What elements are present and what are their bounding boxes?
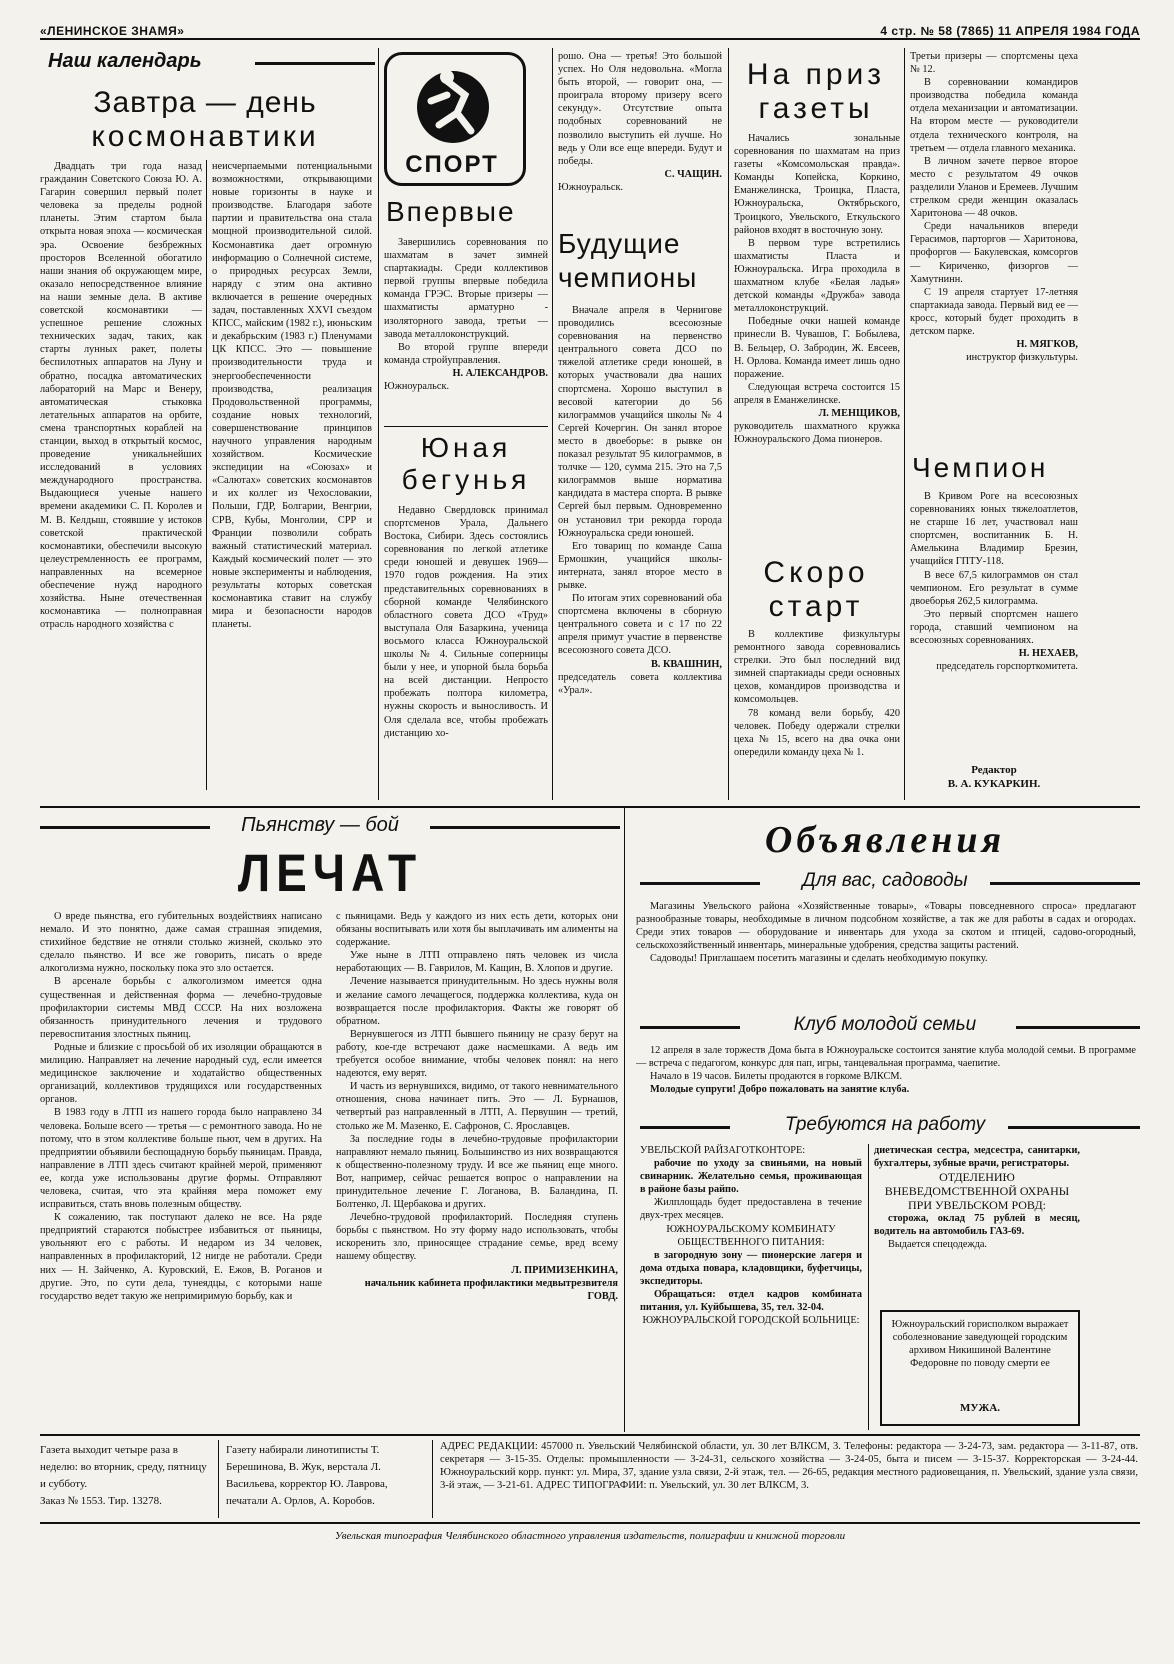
sport-title-future-1: Будущие xyxy=(558,228,681,259)
header-rule xyxy=(40,38,1140,40)
sport-article-champion: В Кривом Роге на всесоюзных соревнованиях юных тяжелоатлетов, не старше 16 лет, участвовал наш спортсмен, воспитанник Б. Н. Амелькина Владимир Брезин, учащийся ГПТУ-118. В весе 67,5 килограммов он стал чемпионом. Его результат в сумме двоеборья 262,5 килограмма. Это первый спортсмен нашего города, ставший чемпионом на всесоюзных соревнованиях. Н. НЕХАЕВ, председатель горспорткомитета. xyxy=(910,491,1078,673)
sport-article-first: Завершились соревнования по шахматам в зачет зимней спартакиады. Среди коллективов первой группы впервые победила команда ГРЭС. Вторые призеры — шахматисты арматурно - изоляторного завода, третьи — завода металлоконструкций. Во второй группе впереди команда стройуправления. Н. АЛЕКСАНДРОВ. Южноуральск. xyxy=(384,237,548,393)
drunk-column-2: с пьяницами. Ведь у каждого из них есть дети, которых они обязаны воспитывать или хотя бы выплачивать им алименты на содержание. Уже ныне в ЛТП отправлено пять человек из числа неработающих — В. Гаврилов, М. Кащин, В. Хлопов и другие. Лечение называется принудительным. Но здесь нужны воля и желание самого лечащегося, поддержка коллектива, куда он возвращается после профилактория. Факты же говорят об обратном. Вернувшегося из ЛТП бывшего пьяницу не сразу берут на работу, кое-где встречают даже насмешками. А ведь им требуется особое внимание, чтобы человек понял: на него надеются, ему верят. И часть из вернувшихся, видимо, от такого невнимательного отношения, снова начинает пить. Это — Л. Бурнашов, четвертый раз направленный в ЛТП, А. Первушин — третий, столько же М. Мазенко, Е. Сафронов, С. Ярославцев. За последние годы в лечебно-трудовые профилактории направляют немало пьяниц. Большинство из них возвращаются к общественно-полезному труду. И все же пьяниц еще много. Вот, например, сейчас решается вопрос о направлении на принудительное лечение Г. Логанова, В. Баландина, П. Болтенко, Л. Щербакова и других. Лечебно-трудовой профилакторий. Последняя ступень борьбы с пьянством. Но эту форму надо использовать, чтобы искоренить зло, приносящее страдание семье, вред всему нашему обществу. Л. ПРИМИЗЕНКИНА, начальник кабинета профилактики медвытрезвителя ГОВД. xyxy=(336,911,618,1302)
sport-article-start: В коллективе физкультуры ремонтного завода соревновались стрелки. Это был последний вид зимней спартакиады среди основных цехов, командиров производства и комсомольцев. 78 команд вели борьбу, 420 человек. Победу одержали стрелки цеха № 15, всего на два очка они опередили команду цеха № 1. xyxy=(734,629,900,758)
footer-address: АДРЕС РЕДАКЦИИ: 457000 п. Увельский Челябинской области, ул. 30 лет ВЛКСМ, 3. Телефоны: редактора — 3-24-73, зам. редактора — 3-11-87, отв. секретаря — 3-15-35. Отделы: промышленности — 3-24-31, сельского хозяйства — 3-24-05, быта и писем — 3-15-37. Корректорская — 3-24-44. Южноуральский корр. пункт: ул. Мира, 37, здание узла связи, 2-й этаж, тел. — 26-65, редакция местного радиовещания, п. Увельский, здание узла связи, 3-й этаж, — 3-21-61. АДРЕС ТИПОГРАФИИ: п. Увельский, ул. 30 лет ВЛКСМ, 3. xyxy=(440,1441,1138,1491)
heading-rule xyxy=(1016,1026,1140,1029)
column-rule xyxy=(432,1440,433,1518)
footer-rule xyxy=(40,1522,1140,1524)
issue-info: 4 стр. № 58 (7865) 11 АПРЕЛЯ 1984 ГОДА xyxy=(880,24,1140,38)
column-rule xyxy=(728,48,729,800)
footer-rule xyxy=(40,1434,1140,1436)
sport-article-start-cont: Третьи призеры — спортсмены цеха № 12. В соревновании командиров производства победила команда отдела механизации и автоматизации. На втором месте — руководители отдела технического контроля, на третьем — отдела главного механика. В личном зачете первое второе место с результатом 49 очков разделили Уланов и Еремеев. Лучшим стрелком среди женщин оказалась Харитонова — 48 очков. Среди начальников впереди Герасимов, парторгов — Харитонова, профоргов — Бакулевская, комсоргов — Кириченко, физоргов — Хамутнинн. С 19 апреля стартует 17-летняя спартакиада завода. Первый вид ее — кросс, который будет проходить в детском парке. Н. МЯГКОВ, инструктор физкультуры. xyxy=(910,51,1078,364)
kicker-rule xyxy=(255,62,375,65)
drunk-title: ЛЕЧАТ xyxy=(237,842,423,903)
drunk-column-1: О вреде пьянства, его губительных воздействиях написано немало. И это понятно, даже самая страшная эпидемия, стихийное бедствие не отняли столько жизней, сколько это сделало пьянство. И все же говорить, писать о вреде алкоголизма нужно, поскольку пока это зло остается. В арсенале борьбы с алкоголизмом имеется одна существенная и действенная форма — лечебно-трудовые профилактории системы МВД СССР. На них возложена обязанность принудительного лечения и трудового перевоспитания злостных пьяниц. Родные и близкие с просьбой об их изоляции обращаются в милицию. Направляет на лечение народный суд, если имеется медицинское заключение и ходатайство общественных организаций, коллективов трудящихся или государственных органов. В 1983 году в ЛТП из нашего города было направлено 34 человека. Больше всего — третья — с ремонтного завода. Но не потому, что в этом коллективе больше пьют, чем в других. На предприятии объявили беспощадную борьбу пьяницам. Правда, направление в ЛТП здесь считают крайней мерой, применяют ее, когда уже использованы другие формы. Отправляют человека, считая, что эта крайняя мера поможет ему исправиться, стать вновь полезным обществу. К сожалению, так поступают далеко не все. На ряде предприятий стараются побыстрее избавиться от пьяницы, увольняют его с работы. И недаром из 34 человек, направленных в профилакторий, 12 нигде не работали. Среди них — Н. Зайченко, А. Куровский, Е. Ежов, В. Роганов и другие. Это, по сути дела, тунеядцы, с которыми наше государство ведет такую же непримиримую борьбу, как и xyxy=(40,911,322,1302)
heading-rule xyxy=(640,882,760,885)
calendar-kicker: Наш календарь xyxy=(48,50,202,72)
sport-logo-text: СПОРТ xyxy=(405,151,499,177)
condolence-name: МУЖА. xyxy=(959,1402,1001,1414)
sport-title-first: Впервые xyxy=(386,196,516,227)
sport-article-future-champions: Вначале апреля в Чернигове проводились всесоюзные соревнования на первенство центрального совета ДСО по тяжелой атлетике среди юношей, в которых участвовали два наших спортсмена. Хорошо выступил в весовой категории до 56 килограммов учащийся школы № 4 Сергей Кочергин. Он занял второе место в двоеборье: в рывке он показал результат 95 килограммов, в толчке — 120, сумма 215. Это на 7,5 килограммов выше норматива кандидата в мастера спорта. В рывке Сергей был первым. Одновременно он установил три рекорда города Южноуральска среди юношей. Его товарищ по команде Саша Ермошкин, учащийся школы-интерната, занял второе место в рывке. По итогам этих соревнований оба спортсмена включены в сборную центрального совета и с 17 по 22 апреля примут участие в первенстве всесоюзного совета ДСО. В. КВАШНИН, председатель совета коллектива «Урал». xyxy=(558,305,722,696)
jobs-column-2: диетическая сестра, медсестра, санитарки, бухгалтеры, зубные врачи, регистраторы. ОТДЕЛЕНИЮ ВНЕВЕДОМСТВЕННОЙ ОХРАНЫ ПРИ УВЕЛЬСКОМ РОВД: сторожа, оклад 75 рублей в месяц, водитель на автомобиль ГАЗ-69. Выдается спецодежда. xyxy=(874,1145,1080,1251)
ads-family-club-text: 12 апреля в зале торжеств Дома быта в Южноуральске состоится занятие клуба молодой семьи. В программе — встреча с педагогом, конкурс для пап, игры, танцевальная программа, чаепитие. Начало в 19 часов. Билеты продаются в горкоме ВЛКСМ. Молодые супруги! Добро пожаловать на занятие клуба. xyxy=(636,1045,1136,1096)
column-rule xyxy=(624,806,625,1432)
sport-title-future-2: чемпионы xyxy=(558,262,698,293)
column-rule xyxy=(904,48,905,800)
ads-heading-family-club: Клуб молодой семьи xyxy=(793,1014,977,1035)
sport-title-prize-1: На приз xyxy=(746,58,886,91)
drunk-kicker: Пьянству — бой xyxy=(241,814,399,836)
column-rule xyxy=(206,160,207,790)
ads-heading-gardeners: Для вас, садоводы xyxy=(802,870,968,891)
sport-title-young-runner-2: бегунья xyxy=(401,464,531,495)
calendar-title-line1: Завтра — день xyxy=(93,86,317,119)
column-rule xyxy=(218,1440,219,1518)
sport-article-young-runner: Недавно Свердловск принимал спортсменов Урала, Дальнего Востока, Сибири. Здесь состоялись соревнования по легкой атлетике среди юношей и девушек 1969—1970 годов рождения. На этих представительных соревнованиях в сборной команде Челябинского областного совета ДСО «Труд» выступала Оля Базаркина, ученица восьмого класса Южноуральской школы № 4. Сильные соперницы были у нее, и упорной была борьба на всей дистанции. Непросто пробежать полтора километра, нужны скорость и выносливость. И Оля сделала все, чтобы пробежать дистанцию хо- xyxy=(384,505,548,739)
column-rule xyxy=(378,48,379,800)
column-rule xyxy=(868,1144,869,1430)
sport-article-young-runner-cont: рошо. Она — третья! Это большой успех. Но Оля недовольна. «Могла быть второй, — говорит она, — проиграла второму призеру всего секунду». Отсутствие опыта подобных соревнований не позволило выступить ей лучше. Но ведь у Оли все еще впереди. Будут и победы. С. ЧАЩИН. Южноуральск. xyxy=(558,51,722,193)
condolence-text: Южноуральский горисполком выражает соболезнование заведующей городским архивом Никишиной Валентине Федоровне по поводу смерти ее xyxy=(891,1319,1069,1370)
heading-rule xyxy=(1008,1126,1140,1129)
ads-title: Объявления xyxy=(764,819,1006,861)
sport-title-champion: Чемпион xyxy=(912,452,1049,483)
calendar-column-1: Двадцать три года назад гражданин Советского Союза Ю. А. Гагарин совершил первый полет человека за пределы родной планеты. Этим стартом была открыта новая эпоха — космическая эра. Освоение безбрежных просторов Вселенной обогатило наши знания об окружающем мире, оказало непосредственное влияние на наши земные дела. В активе советской космонавтики — успешное решение сложных технических задач, таких, как старты лунных ракет, полеты беспилотных аппаратов на Луну и обратно, посадка автоматических лабораторий на Марс и Венеру, автоматическая стыковка летательных аппаратов на орбите, смена транспортных кораблей на станции, выход в открытый космос, проведение уникальнейших исследований в условиях международного пространства. Выдающиеся ученые нашего времени академики С. П. Королев и М. В. Келдыш, стоявшие у истоков советской практической космонавтики, обеспечили высокую целеустремленность ее программ, направленных на всемерное обеспечение нужд народного хозяйства. Ныне отечественная космонавтика — полноправная отрасль народного хозяйства с xyxy=(40,161,202,631)
printing-house: Увельская типография Челябинского областного управления издательств, полиграфии и книжной торговли xyxy=(334,1530,846,1542)
ads-gardeners-text: Магазины Увельского района «Хозяйственные товары», «Товары повседневного спроса» предлагают разнообразные товары, необходимые в личном подсобном хозяйстве, а так же для работы в садах и огородах. Среди этих товаров — оборудование и инвентарь для ухода за скотом и птицей, садово-огородный, сельскохозяйственный инвентарь, минеральные удобрения, средства защиты растений. Садоводы! Приглашаем посетить магазины и сделать необходимую покупку. xyxy=(636,901,1136,965)
newspaper-name: «ЛЕНИНСКОЕ ЗНАМЯ» xyxy=(40,24,185,38)
article-rule xyxy=(384,426,548,427)
sport-title-start-1: Скоро xyxy=(763,556,869,589)
column-rule xyxy=(552,48,553,800)
footer-credits: Газету набирали линотиписты Т. Берешинова, В. Жук, верстала Л. Васильева, корректор Ю. Лаврова, печатали А. Орлов, А. Коробов. xyxy=(226,1444,388,1507)
editor-name: В. А. КУКАРКИН. xyxy=(947,778,1041,790)
editor-label: Редактор xyxy=(971,764,1017,776)
kicker-rule xyxy=(40,826,210,829)
sport-title-prize-2: газеты xyxy=(758,92,874,125)
sport-title-start-2: старт xyxy=(768,590,864,623)
calendar-column-2: неисчерпаемыми потенциальными возможностями, открывающими новые горизонты в науке и производстве. Благодаря заботе партии и правительства она стала мощной производительной силой. Космонавтика дает огромную информацию о Солнечной системе, о природных ресурсах Земли, наряду с этим она активно включается в решение очередных задач, поставленных XXVI съездом КПСС, майским (1982 г.), июньским и декабрьским (1983 г.) Пленумами ЦК КПСС. Это — повышение производительности труда и энергообеспеченности производства, реализация Продовольственной программы, создание новых технологий, совершенствование принципов научного управления народным хозяйством. Космические экспедиции на «Союзах» и «Салютах» советских космонавтов и их коллег из Чехословакии, Польши, ГДР, Болгарии, Венгрии, СРВ, Кубы, Монголии, СРР и Франции позволили собрать важный статистический материал. Каждый космический полет — это новые эксперименты и наблюдения, результаты которых советская космонавтика ставит на службу мира и безопасности народов планеты. xyxy=(212,161,372,631)
jobs-column-1: УВЕЛЬСКОЙ РАЙЗАГОТКОНТОРЕ: рабочие по уходу за свиньями, на новый свинарник. Желательно семья, проживающая в районе базы райпо. Жилплощадь будет предоставлена в течение двух-трех месяцев. ЮЖНОУРАЛЬСКОМУ КОМБИНАТУ ОБЩЕСТВЕННОГО ПИТАНИЯ: в загородную зону — пионерские лагеря и дома отдыха повара, кладовщики, буфетчицы, экспедиторы. Обращаться: отдел кадров комбината питания, ул. Куйбышева, 35, тел. 32-04. ЮЖНОУРАЛЬСКОЙ ГОРОДСКОЙ БОЛЬНИЦЕ: xyxy=(640,1145,862,1327)
kicker-rule xyxy=(430,826,620,829)
heading-rule xyxy=(640,1126,730,1129)
footer-schedule: Газета выходит четыре раза в неделю: во вторник, среду, пятницу и субботу. Заказ № 1553. Тир. 13278. xyxy=(40,1444,207,1507)
heading-rule xyxy=(640,1026,740,1029)
sport-title-young-runner-1: Юная xyxy=(420,432,512,463)
runner-icon xyxy=(387,55,523,151)
sport-logo xyxy=(384,52,526,186)
heading-rule xyxy=(990,882,1140,885)
condolence-box xyxy=(880,1310,1080,1426)
sport-article-prize: Начались зональные соревнования по шахматам на приз газеты «Комсомольская правда». Команды Копейска, Коркино, Еманжелинска, Троицка, Пласта, Южноуральска, Октябрьского, Троицкого, Увельского, Еткульского районов входят в восточную зону. В первом туре встретились шахматисты Пласта и Южноуральска. Игра проходила в шахматном клубе «Белая ладья» детской команды «Дружба» завода металлоконструкций. Победные очки нашей команде принесли В. Чувашов, Г. Бобылева, В. Бельцер, О. Забродин, Ж. Евсеев, Н. Орлова. Команда имеет лишь одно поражение. Следующая встреча состоится 15 апреля в Еманжелинске. Л. МЕНЩИКОВ, руководитель шахматного кружка Южноуральского Дома пионеров. xyxy=(734,133,900,446)
ads-heading-jobs: Требуются на работу xyxy=(784,1114,986,1135)
calendar-title-line2: космонавтики xyxy=(91,120,319,153)
section-rule xyxy=(40,806,1140,808)
